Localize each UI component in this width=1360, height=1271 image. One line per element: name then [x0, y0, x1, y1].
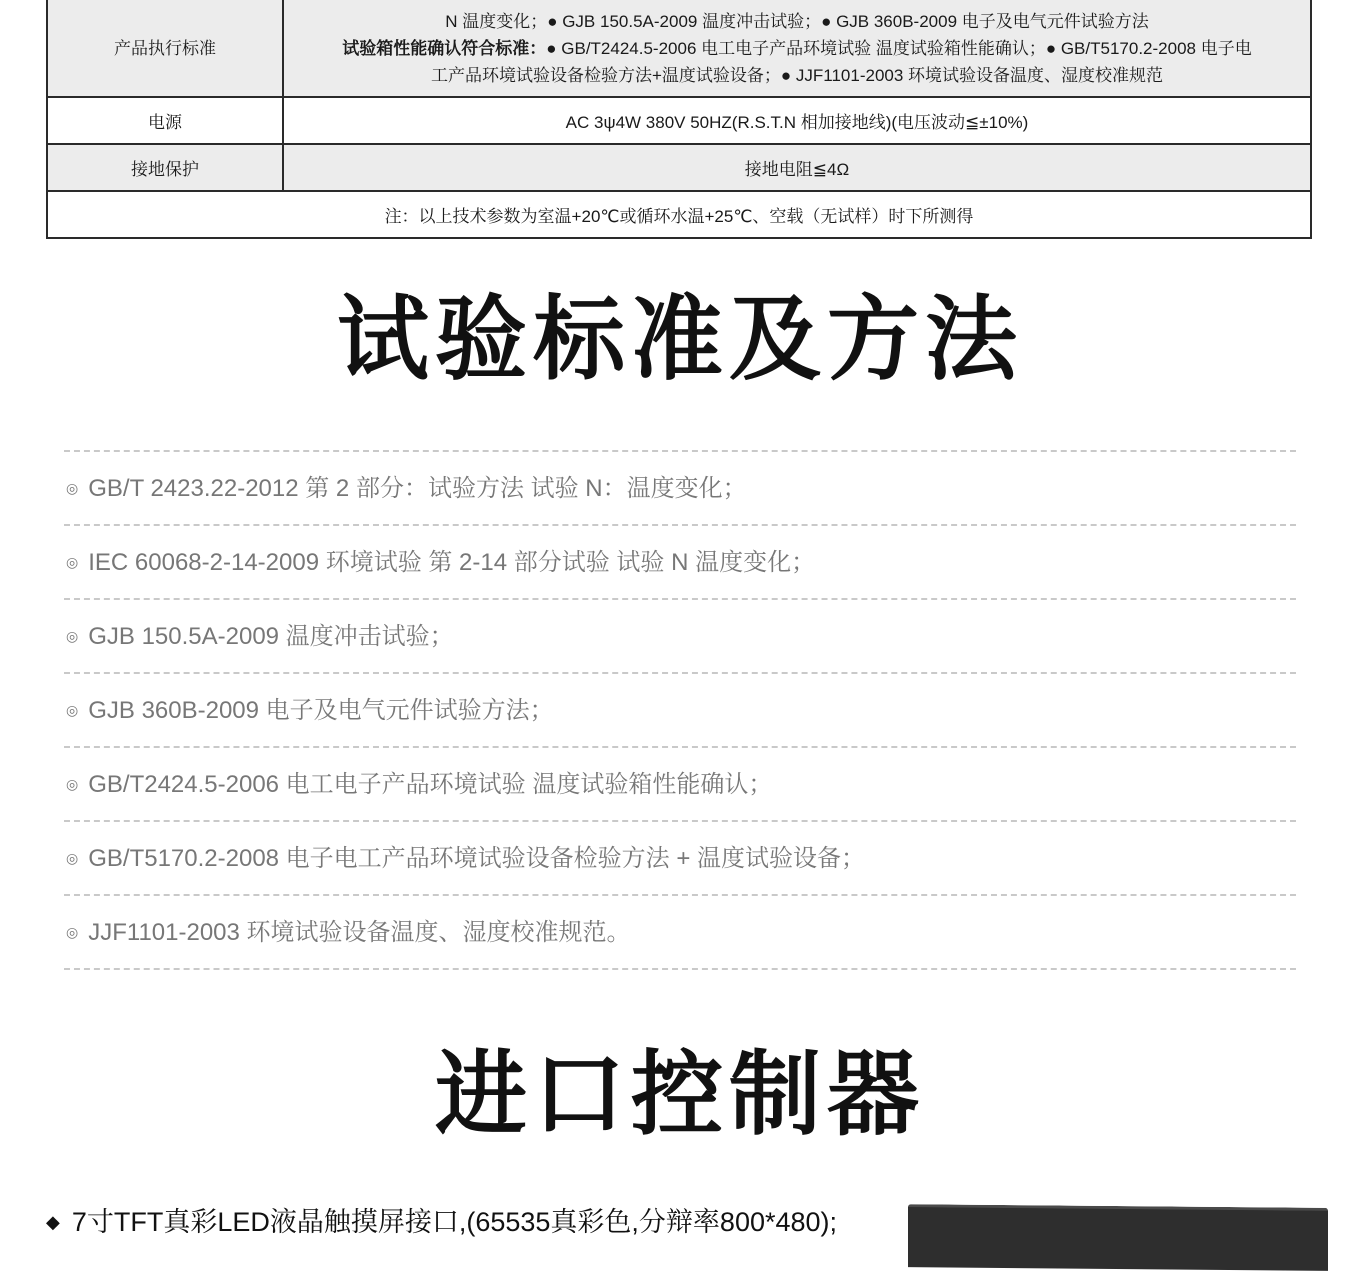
- spec-row-standard: [47, 0, 1311, 97]
- spec-label-power: 电源: [47, 97, 283, 144]
- controller-screen-image: [908, 1204, 1328, 1271]
- list-item: ◎ GJB 150.5A-2009 温度冲击试验；: [66, 623, 454, 650]
- list-item: ◎ GB/T5170.2-2008 电子电工产品环境试验设备检验方法 + 温度试验设备；: [66, 845, 866, 872]
- spec-row-power: [47, 97, 1311, 144]
- diamond-icon: ◆: [46, 1212, 60, 1232]
- spec-row-ground: [47, 144, 1311, 191]
- spec-value-ground: 接地电阻≦4Ω: [283, 144, 1311, 191]
- bullet-icon: ◎: [66, 776, 79, 792]
- list-item: ◎ GJB 360B-2009 电子及电气元件试验方法；: [66, 697, 554, 724]
- spec-value-power: AC 3ψ4W 380V 50HZ(R.S.T.N 相加接地线)(电压波动≦±10%): [283, 97, 1311, 144]
- feature-item: [46, 1200, 837, 1239]
- bullet-icon: ◎: [66, 702, 79, 718]
- list-item: ◎ IEC 60068-2-14-2009 环境试验 第 2-14 部分试验 试验 N 温度变化；: [66, 549, 816, 576]
- feature-text: 7寸TFT真彩LED液晶触摸屏接口,(65535真彩色,分辩率800*480);: [71, 1207, 838, 1237]
- spec-row-note: [47, 191, 1311, 238]
- standard-line-3: 工产品环境试验设备检验方法+温度试验设备；● JJF1101-2003 环境试验设备温度、湿度校准规范: [430, 65, 1164, 85]
- standard-line-2: [292, 35, 1302, 62]
- spec-label-standard: 产品执行标准: [47, 0, 283, 97]
- spec-table: [46, 0, 1312, 239]
- list-item: ◎ GB/T2424.5-2006 电工电子产品环境试验 温度试验箱性能确认；: [66, 771, 773, 798]
- standard-line-2-rest: ● GB/T2424.5-2006 电工电子产品环境试验 温度试验箱性能确认；● GB/T5170.2-2008 电子电: [546, 38, 1252, 58]
- bullet-icon: ◎: [66, 924, 79, 940]
- section-title-controller: 进口控制器: [434, 1044, 925, 1146]
- divider: [64, 968, 1296, 970]
- standard-line-1: N 温度变化；● GJB 150.5A-2009 温度冲击试验；● GJB 360B-2009 电子及电气元件试验方法: [445, 11, 1149, 31]
- bullet-icon: ◎: [66, 480, 79, 496]
- spec-value-standard: [283, 0, 1311, 97]
- bullet-icon: ◎: [66, 850, 79, 866]
- spec-label-ground: 接地保护: [47, 144, 283, 191]
- list-item: ◎ GB/T 2423.22-2012 第 2 部分：试验方法 试验 N：温度变化；: [66, 475, 747, 502]
- standard-line-2-bold: 试验箱性能确认符合标准：: [342, 38, 547, 58]
- bullet-icon: ◎: [66, 554, 79, 570]
- section-title-standards: 试验标准及方法: [336, 289, 1023, 391]
- list-item: ◎ JJF1101-2003 环境试验设备温度、湿度校准规范。: [66, 919, 631, 946]
- spec-note: 注：以上技术参数为室温+20℃或循环水温+25℃、空载（无试样）时下所测得: [47, 191, 1311, 238]
- standards-list: [64, 450, 1296, 970]
- bullet-icon: ◎: [66, 628, 79, 644]
